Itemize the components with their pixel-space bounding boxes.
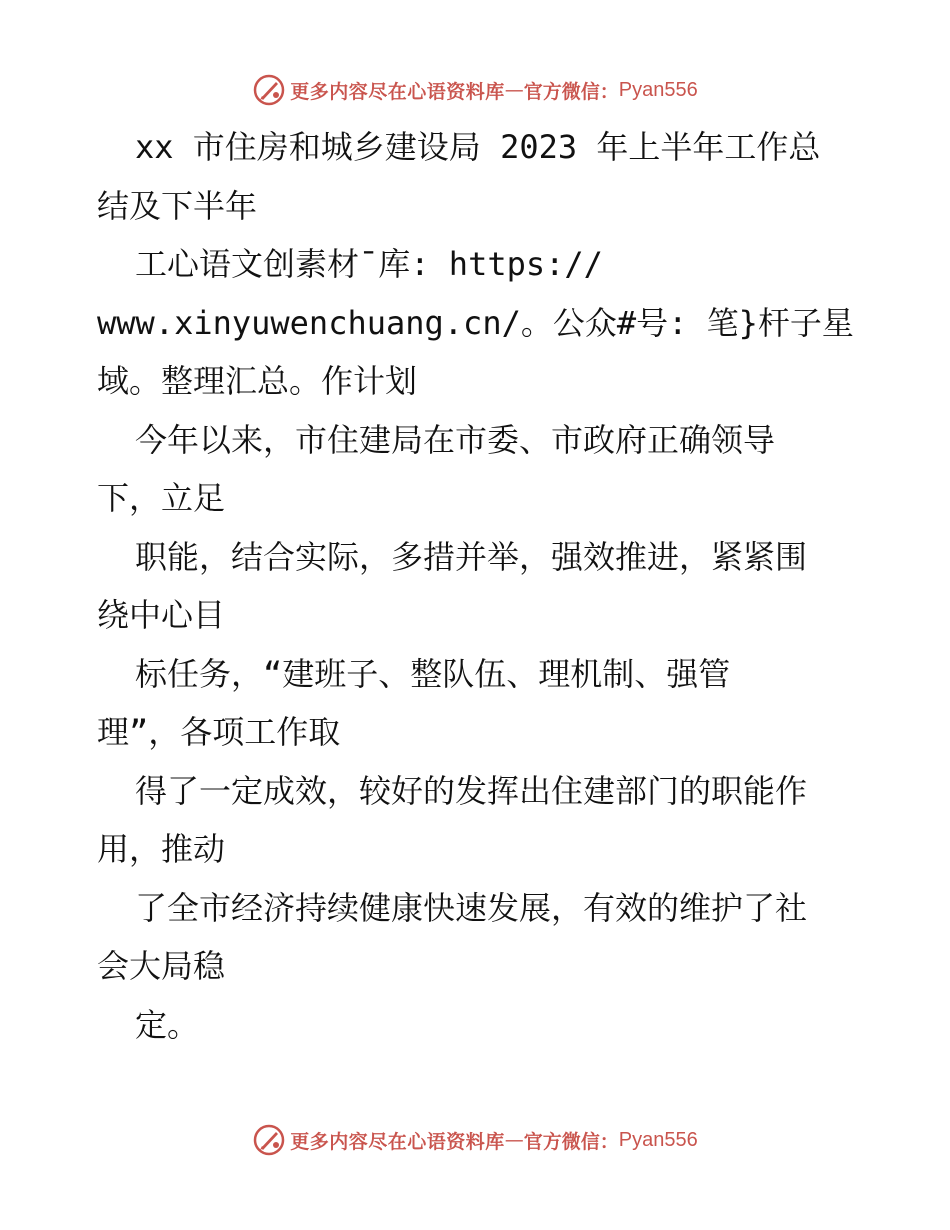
text-line: 今年以来，市住建局在市委、市政府正确领导 bbox=[135, 420, 776, 459]
header-banner bbox=[0, 70, 950, 110]
quill-pen-logo-icon bbox=[252, 73, 286, 107]
text-line: 得了一定成效，较好的发挥出住建部门的职能作 bbox=[135, 771, 808, 810]
text-line: 工心语文创素材¯库: https:// bbox=[135, 245, 603, 283]
text-line: 标任务，“建班子、整队伍、理机制、强管 bbox=[135, 654, 731, 693]
text-line: 理”，各项工作取 bbox=[97, 713, 341, 751]
text-line: 会大局稳 bbox=[97, 947, 226, 985]
banner-wechat-label: 官方微信： bbox=[523, 80, 619, 103]
banner-separator: — bbox=[504, 79, 524, 101]
footer-banner bbox=[0, 1120, 950, 1160]
text-line: 结及下半年 bbox=[97, 186, 258, 225]
text-line: 下，立足 bbox=[97, 479, 226, 517]
text-line: 定。 bbox=[135, 1005, 200, 1044]
text-line: 域。整理汇总。作计划 bbox=[97, 362, 418, 400]
banner-wechat-label: 官方微信： bbox=[523, 1130, 619, 1153]
text-line: 职能，结合实际，多措并举，强效推进，紧紧围 bbox=[135, 537, 808, 576]
quill-pen-logo-icon bbox=[252, 1123, 286, 1157]
document-body bbox=[97, 118, 857, 1054]
banner-slogan: 更多内容尽在心语资料库 bbox=[290, 1130, 505, 1153]
banner-wechat-id: Pyan556 bbox=[618, 1128, 698, 1151]
text-line: 绕中心目 bbox=[97, 596, 226, 634]
text-line: xx 市住房和城乡建设局 2023 年上半年工作总 bbox=[135, 128, 821, 166]
banner-slogan: 更多内容尽在心语资料库 bbox=[290, 80, 505, 103]
text-line: www.xinyuwenchuang.cn/。公众#号: 笔}杆子星 bbox=[97, 303, 854, 342]
text-line: 了全市经济持续健康快速发展，有效的维护了社 bbox=[135, 888, 808, 927]
banner-wechat-id: Pyan556 bbox=[618, 78, 698, 101]
banner-separator: — bbox=[504, 1129, 524, 1151]
text-line: 用，推动 bbox=[97, 830, 226, 868]
